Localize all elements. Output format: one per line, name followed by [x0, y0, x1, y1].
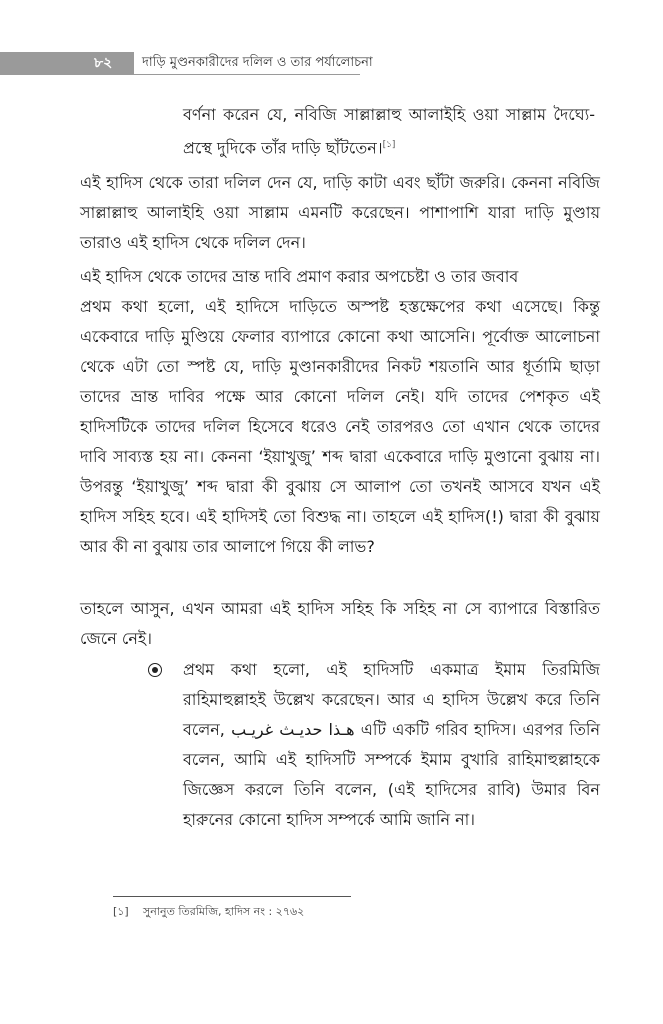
bullet-text-start: প্রথম কথা হলো, এই হাদিসটি একমাত্র ইমাম তিরমিজি রাহিমাহুল্লাহই উল্লেখ করেছেন। আর এ হাদিস উল্লেখ করে তিনি বলেন,	[183, 660, 600, 739]
page-number: ৮২	[94, 55, 113, 71]
bullet-text	[183, 655, 600, 835]
circle-bullet-icon	[148, 663, 162, 677]
running-header	[0, 52, 663, 74]
paragraph-3: তাহলে আসুন, এখন আমরা এই হাদিস সহিহ কি সহিহ না সে ব্যাপারে বিস্তারিত জেনে নেই।	[80, 599, 600, 648]
header-divider	[0, 74, 360, 75]
footnote-reference[interactable]: [১]	[382, 140, 396, 150]
footnote-text: সুনানুত তিরমিজি, হাদিস নং : ২৭৬২	[143, 905, 305, 918]
paragraph-2: প্রথম কথা হলো, এই হাদিসে দাড়িতে অস্পষ্ট হস্তক্ষেপের কথা এসেছে। কিন্তু একেবারে দাড়ি মুণ্ডিয়ে ফেলার ব্যাপারে কোনো কথা আসেনি। পূর্বোক্ত আলোচনা থেকে এটা তো স্পষ্ট যে, দাড়ি মুণ্ডানকারীদের নিকট শয়তানি আর ধূর্তামি ছাড়া তাদের ভ্রান্ত দাবির পক্ষে আর কোনো দলিল নেই। যদি তাদের পেশকৃত এই হাদিসটিকে তাদের দলিল হিসেবে ধরেও নেই তারপরও তো এখান থেকে তাদের দাবি সাব্যস্ত হয় না। কেননা ‘ইয়াখুজু’ শব্দ দ্বারা একেবারে দাড়ি মুণ্ডানো বুঝায় না। উপরন্তু ‘ইয়াখুজু’ শব্দ দ্বারা কী বুঝায় সে আলাপ তো তখনই আসবে যখন এই হাদিস সহিহ হবে। এই হাদিসই তো বিশুদ্ধ না। তাহলে এই হাদিস(!) দ্বারা কী বুঝায় আর কী না বুঝায় তার আলাপে গিয়ে কী লাভ?	[80, 297, 600, 556]
paragraph-1: এই হাদিস থেকে তারা দলিল দেন যে, দাড়ি কাটা এবং ছাঁটা জরুরি। কেননা নবিজি সাল্লাল্লাহু আলাইহি ওয়া সাল্লাম এমনটি করেছেন। পাশাপাশি যারা দাড়ি মুণ্ডায় তারাও এই হাদিস থেকে দলিল দেন।	[80, 173, 600, 252]
quote-block	[183, 100, 595, 163]
footnote	[113, 903, 304, 922]
quote-text: বর্ণনা করেন যে, নবিজি সাল্লাল্লাহু আলাইহি ওয়া সাল্লাম দৈঘ্যে-প্রস্থে দুদিকে তাঁর দাড়ি ছাঁটতেন।	[183, 105, 595, 158]
footnote-number: [১]	[113, 905, 129, 918]
footnote-divider	[113, 896, 351, 897]
arabic-phrase: هـذا حديـث غريـب	[231, 720, 355, 739]
chapter-title: দাড়ি মুণ্ডনকারীদের দলিল ও তার পর্যালোচনা	[142, 55, 373, 70]
bullet-text-end: এটি একটি গরিব হাদিস। এরপর তিনি বলেন, আমি এই হাদিসটি সম্পর্কে ইমাম বুখারি রাহিমাহুল্লাহকে জিজ্ঞেস করলে তিনি বলেন, (এই হাদিসের রাবি) উমার বিন হারুনের কোনো হাদিস সম্পর্কে আমি জানি না।	[183, 720, 601, 829]
section-heading: এই হাদিস থেকে তাদের ভ্রান্ত দাবি প্রমাণ করার অপচেষ্টা ও তার জবাব	[80, 267, 519, 286]
